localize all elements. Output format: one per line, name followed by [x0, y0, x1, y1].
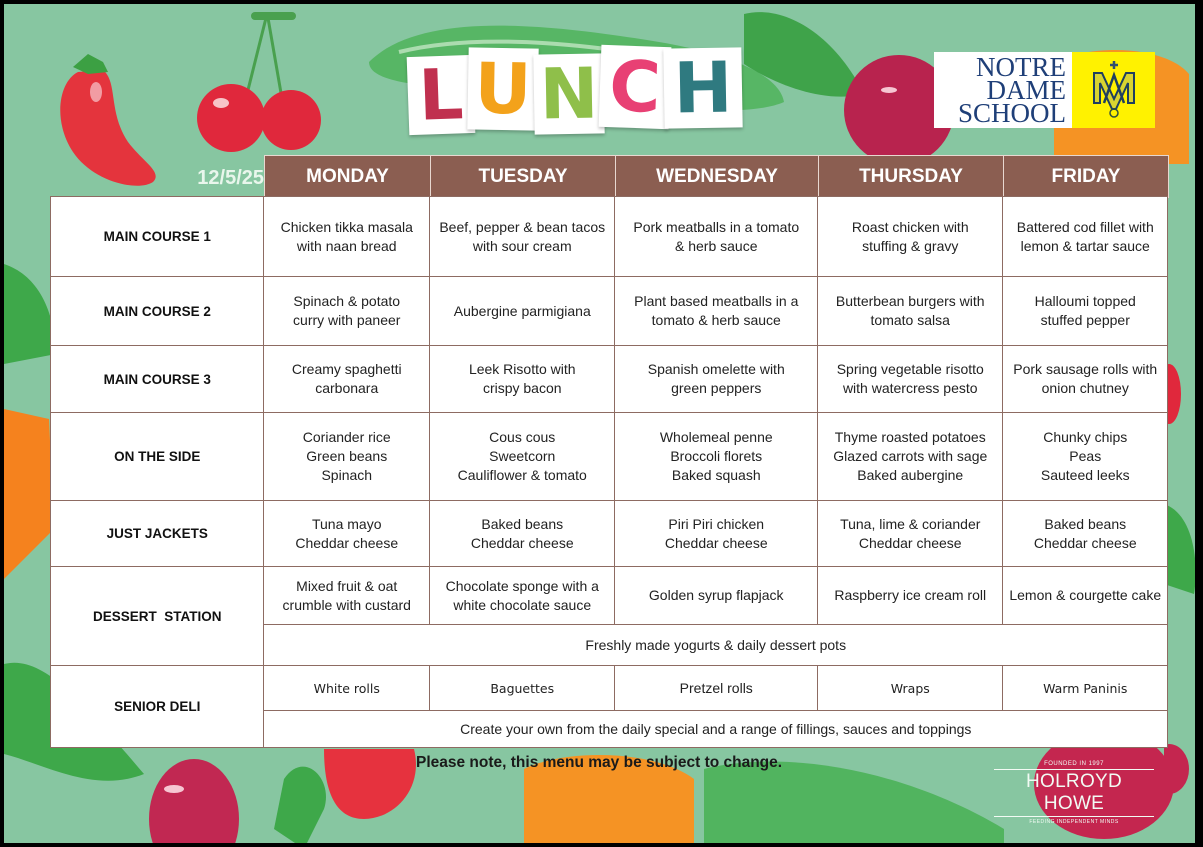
menu-cell: Golden syrup flapjack: [614, 566, 818, 625]
menu-cell: Piri Piri chicken Cheddar cheese: [614, 500, 818, 567]
menu-cell: Spinach & potato curry with paneer: [263, 276, 430, 346]
menu-cell: Baked beans Cheddar cheese: [429, 500, 615, 567]
menu-cell: Spanish omelette with green peppers: [614, 345, 818, 413]
menu-cell: Pork sausage rolls with onion chutney: [1002, 345, 1168, 413]
menu-cell: Battered cod fillet with lemon & tartar sauce: [1002, 196, 1168, 277]
title-letter-c: C: [599, 45, 672, 129]
carrot-illustration: [4, 409, 54, 579]
menu-cell: Raspberry ice cream roll: [817, 566, 1003, 625]
menu-cell: Tuna mayo Cheddar cheese: [263, 500, 430, 567]
menu-cell: Leek Risotto with crispy bacon: [429, 345, 615, 413]
menu-date: 12/5/25: [197, 167, 264, 189]
day-header-thursday: THURSDAY: [818, 155, 1004, 198]
row-label-just-jackets: JUST JACKETS: [50, 500, 264, 567]
menu-cell: Aubergine parmigiana: [429, 276, 615, 346]
day-header-wednesday: WEDNESDAY: [615, 155, 819, 198]
lunch-title: [408, 46, 744, 136]
menu-cell: Pork meatballs in a tomato & herb sauce: [614, 196, 818, 277]
row-label-senior-deli: SENIOR DELI: [50, 665, 264, 748]
menu-cell: White rolls: [263, 665, 430, 711]
menu-change-note: Please note, this menu may be subject to change.: [416, 754, 783, 771]
deli-footer-cell: Create your own from the daily special and a range of fillings, sauces and toppings: [263, 710, 1168, 748]
menu-cell: Beef, pepper & bean tacos with sour cream: [429, 196, 615, 277]
cherries-illustration: [186, 8, 336, 156]
beetroot-illustration: [134, 749, 254, 843]
menu-cell: Chunky chips Peas Sauteed leeks: [1002, 412, 1168, 501]
menu-cell: Baked beans Cheddar cheese: [1002, 500, 1168, 567]
title-letter-l: L: [407, 55, 476, 135]
menu-cell: Baguettes: [429, 665, 615, 711]
menu-cell: Coriander rice Green beans Spinach: [263, 412, 430, 501]
menu-cell: Cous cous Sweetcorn Cauliflower & tomato: [429, 412, 615, 501]
day-header-friday: FRIDAY: [1003, 155, 1169, 198]
day-header-monday: MONDAY: [264, 155, 431, 198]
menu-cell: Chocolate sponge with a white chocolate sauce: [429, 566, 615, 625]
menu-cell: Wraps: [817, 665, 1003, 711]
lunch-menu-page: [4, 4, 1195, 843]
day-header-tuesday: TUESDAY: [430, 155, 616, 198]
title-letter-n: N: [533, 53, 604, 134]
menu-cell: Thyme roasted potatoes Glazed carrots with sage Baked aubergine: [817, 412, 1003, 501]
title-letter-u: U: [467, 47, 538, 130]
row-label-dessert-station: DESSERT STATION: [50, 566, 264, 666]
menu-cell: Spring vegetable risotto with watercress pesto: [817, 345, 1003, 413]
school-name-line3: SCHOOL: [957, 97, 1066, 128]
caterer-tagline: FEEDING INDEPENDENT MINDS: [1029, 819, 1119, 825]
row-label-main-course-2: MAIN COURSE 2: [50, 276, 264, 346]
beetroot-illustration: [1164, 744, 1194, 794]
menu-cell: Lemon & courgette cake: [1002, 566, 1168, 625]
school-name-line1: NOTRE: [976, 51, 1066, 82]
menu-cell: Warm Paninis: [1002, 665, 1168, 711]
chili-pepper-illustration: [48, 42, 168, 192]
dessert-footer-cell: Freshly made yogurts & daily dessert pots: [263, 624, 1168, 666]
row-label-main-course-3: MAIN COURSE 3: [50, 345, 264, 413]
holroyd-howe-logo: [994, 761, 1154, 825]
caterer-name: HOLROYD HOWE: [994, 769, 1154, 817]
menu-cell: Pretzel rolls: [614, 665, 818, 711]
title-letter-h: H: [663, 47, 742, 128]
caterer-founded: FOUNDED IN 1997: [1044, 761, 1104, 767]
menu-cell: Tuna, lime & coriander Cheddar cheese: [817, 500, 1003, 567]
row-label-main-course-1: MAIN COURSE 1: [50, 196, 264, 277]
menu-cell: Mixed fruit & oat crumble with custard: [263, 566, 430, 625]
menu-cell: Halloumi topped stuffed pepper: [1002, 276, 1168, 346]
notre-dame-school-logo: [934, 52, 1155, 128]
school-name-line2: DAME: [986, 74, 1066, 105]
leaf-illustration: [1164, 504, 1195, 594]
menu-cell: Creamy spaghetti carbonara: [263, 345, 430, 413]
menu-cell: Wholemeal penne Broccoli florets Baked squash: [614, 412, 818, 501]
menu-cell: Chicken tikka masala with naan bread: [263, 196, 430, 277]
menu-cell: Butterbean burgers with tomato salsa: [817, 276, 1003, 346]
strawberry-illustration: [274, 749, 434, 843]
row-label-on-the-side: ON THE SIDE: [50, 412, 264, 501]
school-wordmark: [934, 52, 1072, 128]
menu-cell: Plant based meatballs in a tomato & herb sauce: [614, 276, 818, 346]
monogram-crest-icon: [1072, 52, 1155, 128]
leaf-illustration: [4, 264, 56, 364]
menu-cell: Roast chicken with stuffing & gravy: [817, 196, 1003, 277]
